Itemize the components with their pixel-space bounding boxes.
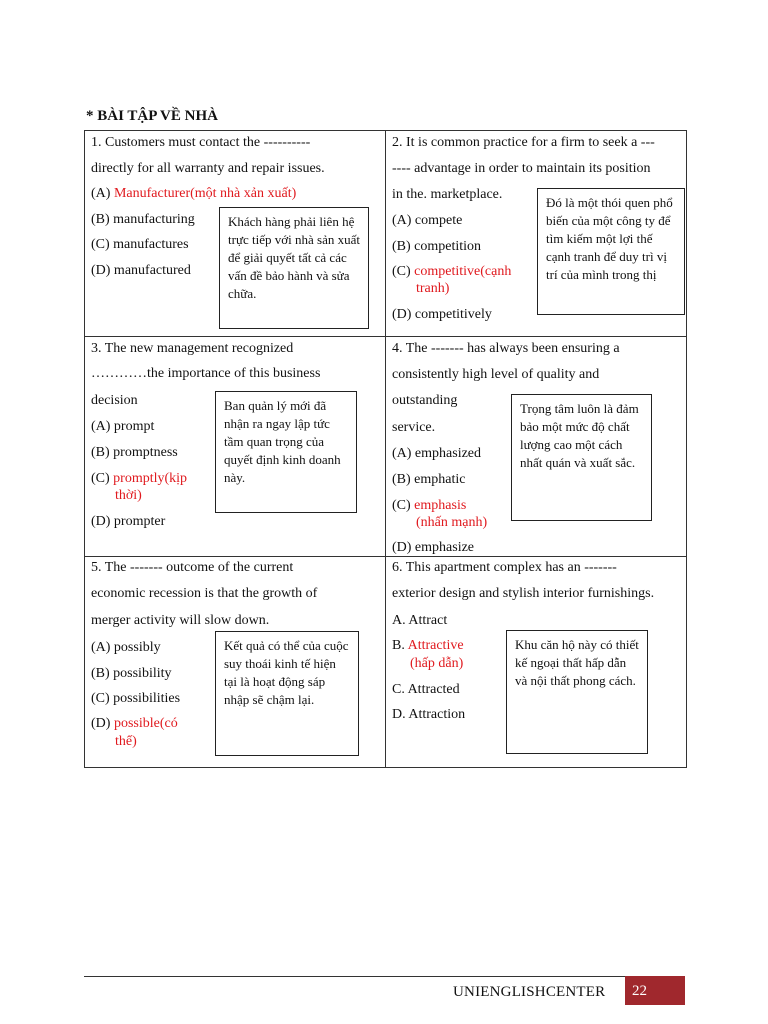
- exercise-table: [84, 130, 687, 768]
- q5-option-a: (A) possibly: [91, 640, 161, 655]
- q5-stem-line2: economic recession is that the growth of: [91, 586, 318, 601]
- question-2-cell: [386, 131, 687, 337]
- q2-stem-line2: ---- advantage in order to maintain its position: [392, 161, 651, 176]
- page-heading: * BÀI TẬP VỀ NHÀ: [86, 108, 218, 124]
- question-1-cell: [85, 131, 386, 337]
- q3-option-d: (D) prompter: [91, 514, 166, 529]
- q6-stem-line2: exterior design and stylish interior furnishings.: [392, 586, 655, 601]
- question-3-cell: [85, 337, 386, 557]
- q3-answer-cont: thời): [115, 488, 142, 503]
- q3-answer: promptly(kịp: [113, 471, 188, 486]
- question-4-cell: [386, 337, 687, 557]
- q2-answer: competitive(cạnh: [414, 264, 512, 279]
- q6-option-d: D. Attraction: [392, 707, 466, 722]
- q6-option-a: A. Attract: [392, 613, 448, 628]
- q1-stem-line1: 1. Customers must contact the ----------: [91, 135, 311, 150]
- q4-answer-cont: (nhấn mạnh): [416, 515, 488, 530]
- q1-answer: Manufacturer(một nhà xản xuất): [113, 186, 297, 201]
- q4-option-c: (C) emphasis: [392, 498, 467, 513]
- page-number: 22: [632, 983, 647, 999]
- q3-stem-line3: decision: [91, 393, 138, 408]
- footer-center-name: UNIENGLISHCENTER: [453, 984, 606, 1000]
- q6-answer: Attractive: [407, 638, 464, 653]
- q2-option-c: (C) competitive(cạnh: [392, 264, 512, 279]
- q2-stem-line1: 2. It is common practice for a firm to seek a ---: [392, 135, 655, 150]
- q6-stem-line1: 6. This apartment complex has an -------: [392, 560, 617, 575]
- footer-rule: [84, 976, 625, 977]
- q1-translation-box: Khách hàng phải liên hệ trực tiếp với nhà sản xuất để giải quyết tất cả các vấn đề bảo hành và sửa chữa.: [219, 207, 369, 329]
- q3-option-c: (C) promptly(kịp: [91, 471, 188, 486]
- q1-option-d: (D) manufactured: [91, 263, 191, 278]
- q1-stem-line2: directly for all warranty and repair issues.: [91, 161, 325, 176]
- q2-option-a: (A) compete: [392, 213, 463, 228]
- q3-stem-line2: …………the importance of this business: [91, 366, 321, 381]
- q5-stem-line1: 5. The ------- outcome of the current: [91, 560, 294, 575]
- q5-option-c: (C) possibilities: [91, 691, 181, 706]
- q4-option-d: (D) emphasize: [392, 540, 475, 555]
- q5-option-d: (D) possible(có: [91, 716, 178, 731]
- q1-option-c: (C) manufactures: [91, 237, 189, 252]
- q2-answer-cont: tranh): [416, 281, 450, 296]
- q5-translation-box: Kết quả có thể của cuộc suy thoái kinh tế hiện tại là hoạt động sáp nhập sẽ chậm lại.: [215, 631, 359, 756]
- q4-answer: emphasis: [414, 498, 467, 513]
- question-5-cell: [85, 557, 386, 768]
- q5-answer: possible(có: [113, 716, 178, 731]
- q4-stem-line2: consistently high level of quality and: [392, 367, 600, 382]
- q2-stem-line3: in the. marketplace.: [392, 187, 503, 202]
- q4-translation-box: Trọng tâm luôn là đảm bảo một mức độ chất lượng cao một cách nhất quán và xuất sắc.: [511, 394, 652, 521]
- q1-option-b: (B) manufacturing: [91, 212, 195, 227]
- q6-translation-box: Khu căn hộ này có thiết kế ngoại thất hấp dẫn và nội thất phong cách.: [506, 630, 648, 754]
- q4-option-b: (B) emphatic: [392, 472, 466, 487]
- q2-option-b: (B) competition: [392, 239, 482, 254]
- q4-stem-line3: outstanding: [392, 393, 458, 408]
- q6-answer-cont: (hấp dẫn): [410, 656, 464, 671]
- q5-answer-cont: thể): [115, 734, 137, 749]
- q3-stem-line1: 3. The new management recognized: [91, 341, 294, 356]
- q3-option-a: (A) prompt: [91, 419, 155, 434]
- q4-stem-line1: 4. The ------- has always been ensuring a: [392, 341, 620, 356]
- q6-option-b: B. Attractive: [392, 638, 464, 653]
- q4-stem-line4: service.: [392, 420, 436, 435]
- q3-option-b: (B) promptness: [91, 445, 178, 460]
- q1-option-a: (A) Manufacturer(một nhà xản xuất): [91, 186, 297, 201]
- q3-translation-box: Ban quản lý mới đã nhận ra ngay lập tức tầm quan trọng của quyết định kinh doanh này.: [215, 391, 357, 513]
- q4-option-a: (A) emphasized: [392, 446, 482, 461]
- q2-option-d: (D) competitively: [392, 307, 492, 322]
- q6-option-c: C. Attracted: [392, 682, 460, 697]
- q2-translation-box: Đó là một thói quen phổ biến của một công ty để tìm kiếm một lợi thế cạnh tranh để duy trì vị trí của mình trong thị: [537, 188, 685, 315]
- q5-option-b: (B) possibility: [91, 666, 172, 681]
- q5-stem-line3: merger activity will slow down.: [91, 613, 270, 628]
- question-6-cell: [386, 557, 687, 768]
